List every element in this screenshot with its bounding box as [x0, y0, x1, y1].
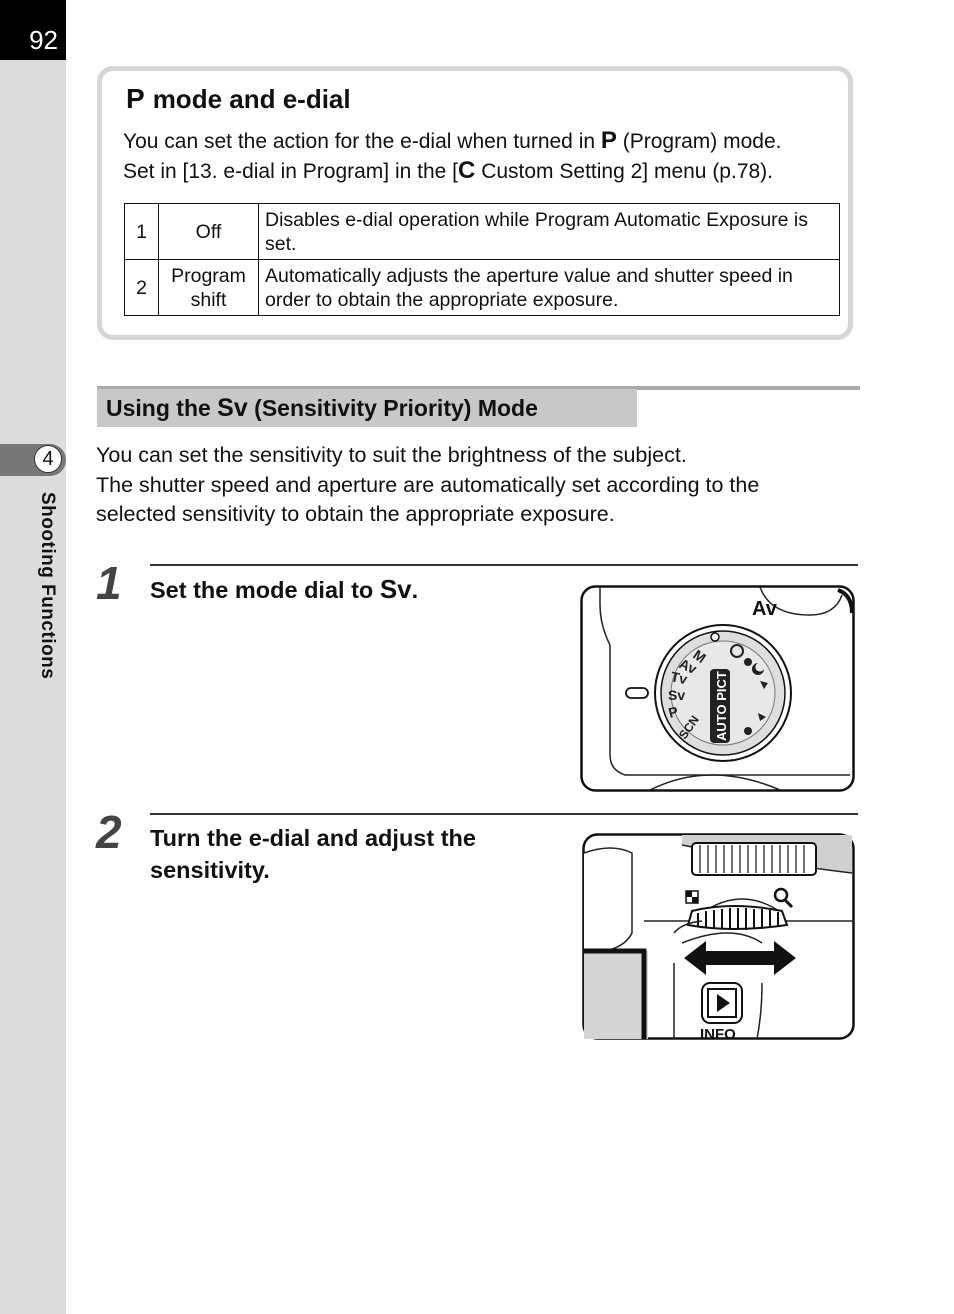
step-1-number: 1 — [96, 557, 122, 609]
custom-setting-icon: C — [458, 157, 476, 184]
mode-dial-illustration — [580, 585, 856, 793]
e-dial-options-table — [124, 203, 840, 316]
option-description: Disables e-dial operation while Program Automatic Exposure is set. — [259, 204, 840, 260]
intro-line-1: You can set the sensitivity to suit the brightness of the subject. — [96, 443, 687, 467]
step-2-text: Turn the e-dial and adjust the sensitivity. — [150, 825, 476, 883]
intro-line-2: The shutter speed and aperture are automatically set according to the — [96, 473, 760, 497]
table-row — [125, 260, 840, 316]
table-row — [125, 204, 840, 260]
p-mode-box-line-2: Set in [13. e-dial in Program] in the [C Custom Setting 2] menu (p.78). — [123, 157, 774, 184]
step-2-rule — [150, 813, 858, 815]
mode-p-label: P — [666, 703, 680, 721]
mode-m-label: M — [690, 646, 710, 667]
mode-scn-label: SCN — [675, 712, 702, 742]
p-mode-box-title: P mode and e-dial — [126, 83, 351, 114]
intro-line-3: selected sensitivity to obtain the appropriate exposure. — [96, 502, 615, 526]
option-number: 2 — [125, 260, 159, 316]
p-mode-box-line-1: You can set the action for the e-dial when turned in P (Program) mode. — [123, 127, 782, 154]
dial-top-label: Av — [752, 598, 777, 620]
chapter-number: 4 — [34, 445, 62, 473]
chapter-title: Shooting Functions — [37, 492, 58, 680]
option-description: Automatically adjusts the aperture value and shutter speed in order to obtain the appropriate exposure. — [259, 260, 840, 316]
step-2-number: 2 — [96, 806, 122, 858]
info-label: INFO — [700, 1026, 736, 1041]
option-name: Program shift — [159, 260, 259, 316]
mode-sv-label: Sv — [668, 687, 686, 703]
p-mode-box — [97, 66, 853, 340]
mode-av-label: Av — [676, 655, 700, 678]
option-name: Off — [159, 204, 259, 260]
program-mode-icon: P — [126, 83, 145, 114]
e-dial-illustration — [582, 833, 856, 1041]
sv-mode-icon: Sv — [217, 394, 248, 422]
step-1-text: Set the mode dial to Sv. — [150, 574, 419, 604]
mode-tv-label: Tv — [669, 668, 689, 688]
section-heading: Using the Sv (Sensitivity Priority) Mode — [97, 389, 637, 427]
sv-mode-icon: Sv — [379, 574, 412, 604]
page-number: 92 — [0, 0, 66, 60]
step-1-rule — [150, 564, 858, 566]
auto-pict-label: AUTO PICT — [714, 671, 729, 741]
program-mode-icon: P — [600, 127, 617, 154]
option-number: 1 — [125, 204, 159, 260]
